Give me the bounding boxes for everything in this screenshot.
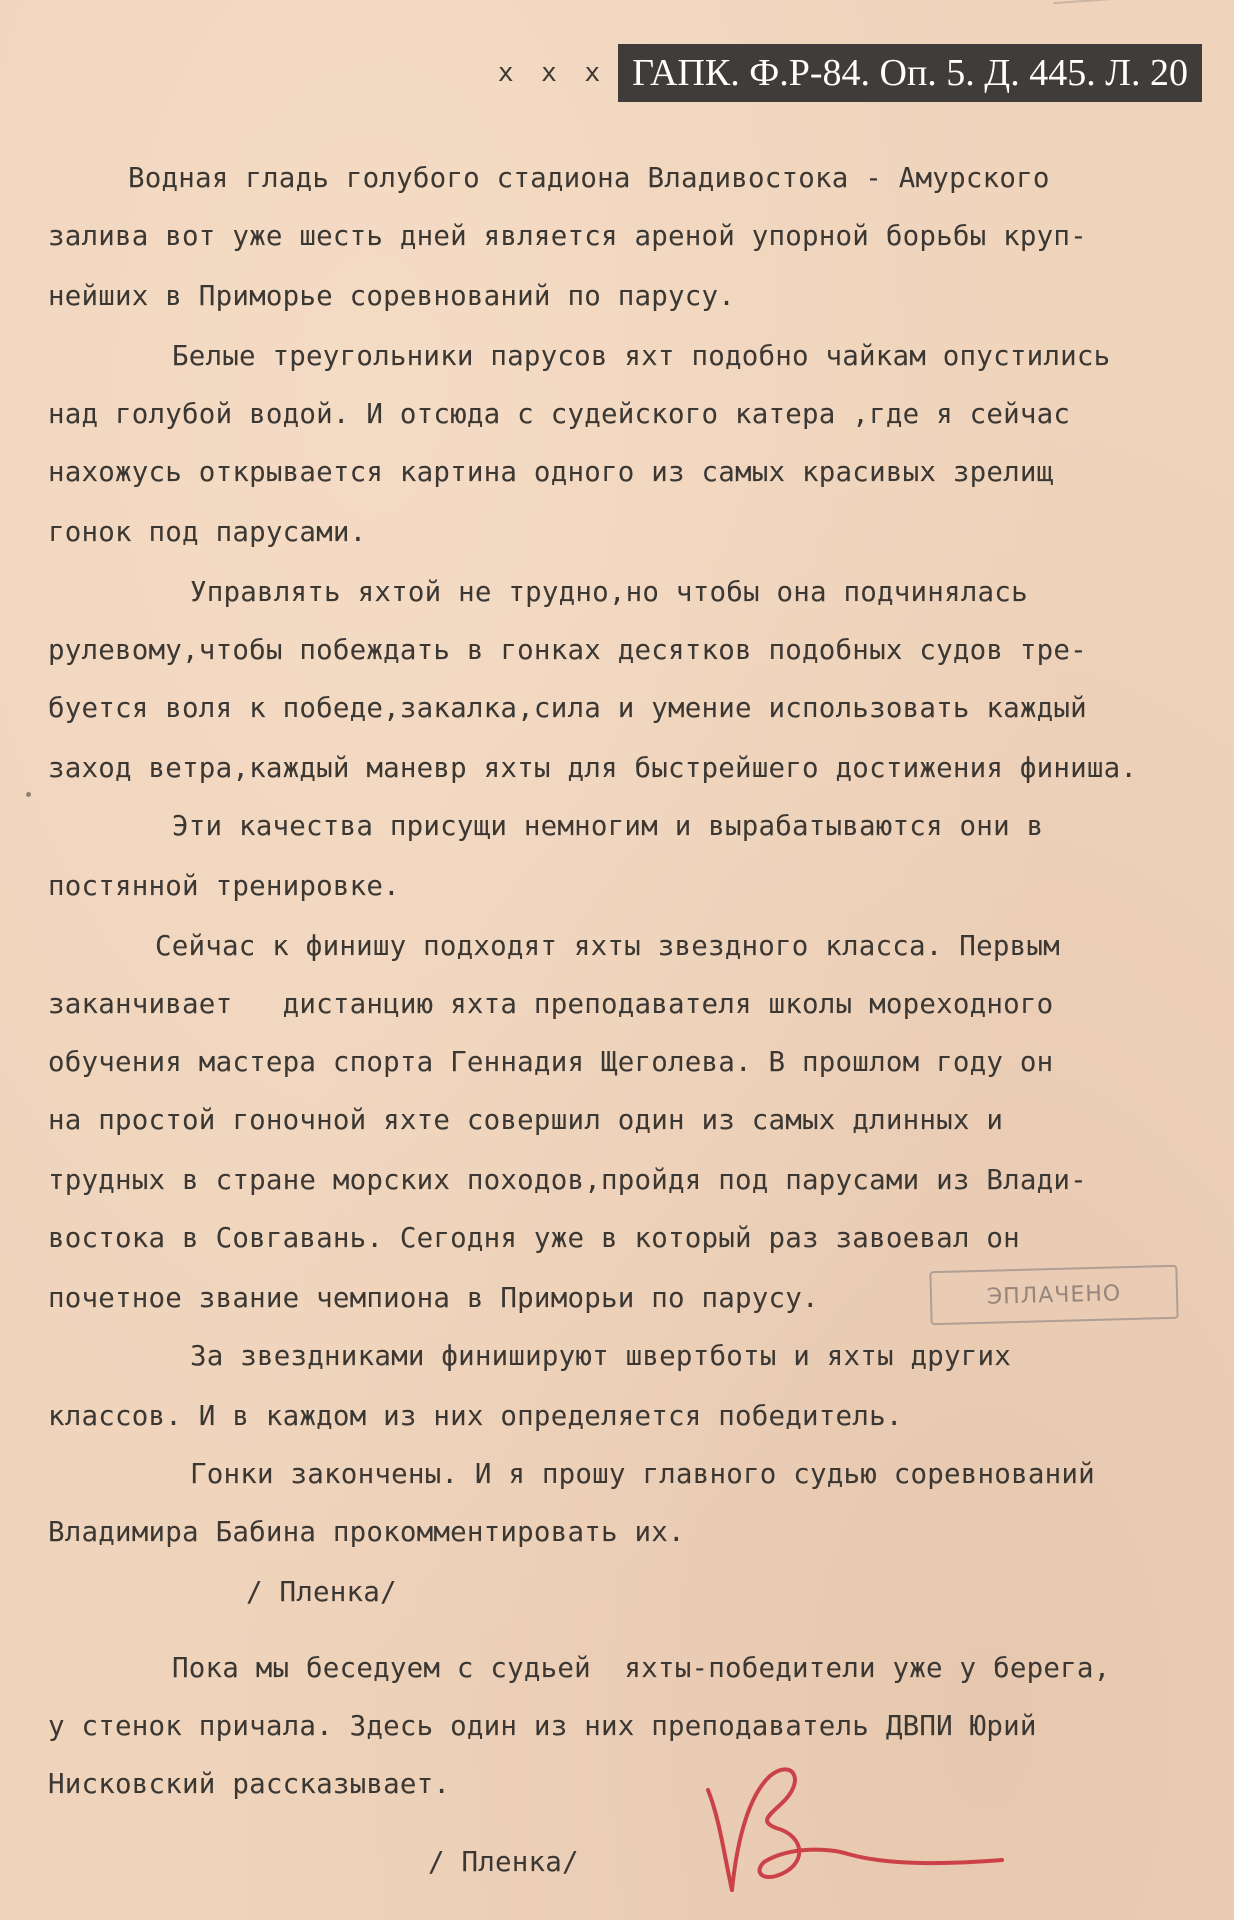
signature-icon [680,1750,1010,1900]
text-line: заканчивает дистанцию яхта преподавателя школы мореходного [48,988,1054,1020]
pencil-mark [1054,0,1115,18]
paid-stamp [929,1265,1178,1325]
text-line: нейших в Приморье соревнований по парусу. [48,280,736,312]
text-line: востока в Совгавань. Сегодня уже в который раз завоевал он [48,1222,1020,1254]
text-line: Сейчас к финишу подходят яхты звездного класса. Первым [155,930,1060,962]
stamp-text: ЭПЛАЧЕНО [986,1280,1122,1310]
archive-reference-label: ГАПК. Ф.Р-84. Оп. 5. Д. 445. Л. 20 [618,44,1202,102]
text-line: залива вот уже шесть дней является ареной упорной борьбы круп- [48,220,1087,252]
text-line: Гонки закончены. И я прошу главного судью соревнований [190,1458,1095,1490]
section-marks: x x x [497,58,607,88]
text-line: Управлять яхтой не трудно,но чтобы она подчинялась [190,576,1028,608]
text-line: гонок под парусами. [48,516,367,548]
text-line: Владимира Бабина прокомментировать их. [48,1516,685,1548]
text-line: над голубой водой. И отсюда с судейского катера ,где я сейчас [48,398,1071,430]
document-header [498,44,1202,102]
text-line: Нисковский рассказывает. [48,1768,451,1800]
text-line: классов. И в каждом из них определяется победитель. [48,1400,903,1432]
text-line: буется воля к победе,закалка,сила и умение использовать каждый [48,692,1087,724]
text-line: почетное звание чемпиона в Приморьи по парусу. [48,1282,819,1314]
text-line: у стенок причала. Здесь один из них преподаватель ДВПИ Юрий [48,1710,1037,1742]
text-line: Водная гладь голубого стадиона Владивостока - Амурского [128,162,1050,194]
text-line: За звездниками финишируют швертботы и яхты других [190,1340,1012,1372]
text-line: трудных в стране морских походов,пройдя под парусами из Влади- [48,1164,1087,1196]
text-line: Эти качества присущи немногим и вырабатываются они в [172,810,1044,842]
paper-speck [26,792,31,797]
text-line: / Пленка/ [246,1576,397,1608]
text-line: Белые треугольники парусов яхт подобно чайкам опустились [172,340,1111,372]
text-line: рулевому,чтобы побеждать в гонках десятков подобных судов тре- [48,634,1087,666]
text-line: постянной тренировке. [48,870,400,902]
text-line: / Пленка/ [428,1846,579,1878]
text-line: обучения мастера спорта Геннадия Щеголева. В прошлом году он [48,1046,1054,1078]
text-line: нахожусь открывается картина одного из самых красивых зрелищ [48,456,1054,488]
text-line: на простой гоночной яхте совершил один из самых длинных и [48,1104,1004,1136]
text-line: Пока мы беседуем с судьей яхты-победители уже у берега, [172,1652,1111,1684]
text-line: заход ветра,каждый маневр яхты для быстрейшего достижения финиша. [48,752,1138,784]
